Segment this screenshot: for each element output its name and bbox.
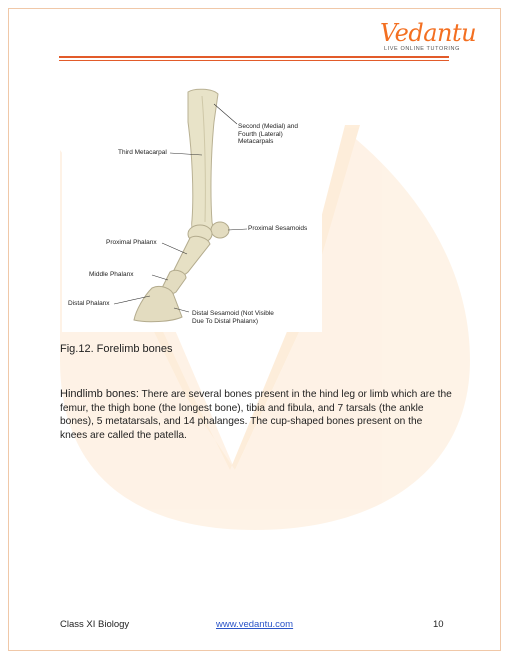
footer-website-link[interactable]: www.vedantu.com bbox=[216, 619, 294, 630]
logo-tagline: LIVE ONLINE TUTORING bbox=[384, 46, 460, 52]
figure-caption: Fig.12. Forelimb bones bbox=[60, 343, 173, 355]
label-middle-phalanx: Middle Phalanx bbox=[89, 271, 134, 278]
page-number: 10 bbox=[433, 619, 444, 630]
paragraph-text: There are several bones present in the hind leg or limb which are the femur, the thigh bone (the longest bone), tibia and fibula, and 7 tarsals (the ankle bones), 5 metatarsals, and 14 phalanges. The cup-shaped bones present on the knees are called the patella. bbox=[60, 389, 452, 441]
label-third-metacarpal: Third Metacarpal bbox=[118, 149, 167, 156]
hindlimb-paragraph bbox=[60, 388, 452, 442]
logo-wordmark: Vedantu bbox=[380, 19, 477, 47]
forelimb-figure bbox=[62, 82, 322, 332]
label-distal-phalanx: Distal Phalanx bbox=[68, 300, 110, 307]
header-rule-thin bbox=[59, 60, 449, 61]
label-proximal-sesamoids: Proximal Sesamoids bbox=[248, 225, 308, 232]
label-second-fourth-metacarpals: Second (Medial) and Fourth (Lateral) Metacarpals bbox=[238, 123, 298, 145]
header-rule bbox=[59, 56, 449, 58]
label-distal-sesamoid: Distal Sesamoid (Not Visible Due To Distal Phalanx) bbox=[192, 310, 274, 325]
forelimb-bones-illustration bbox=[62, 82, 322, 332]
label-proximal-phalanx: Proximal Phalanx bbox=[106, 239, 157, 246]
footer-course: Class XI Biology bbox=[60, 619, 130, 630]
paragraph-lead: Hindlimb bones: bbox=[60, 388, 139, 400]
vedantu-logo bbox=[380, 19, 477, 56]
